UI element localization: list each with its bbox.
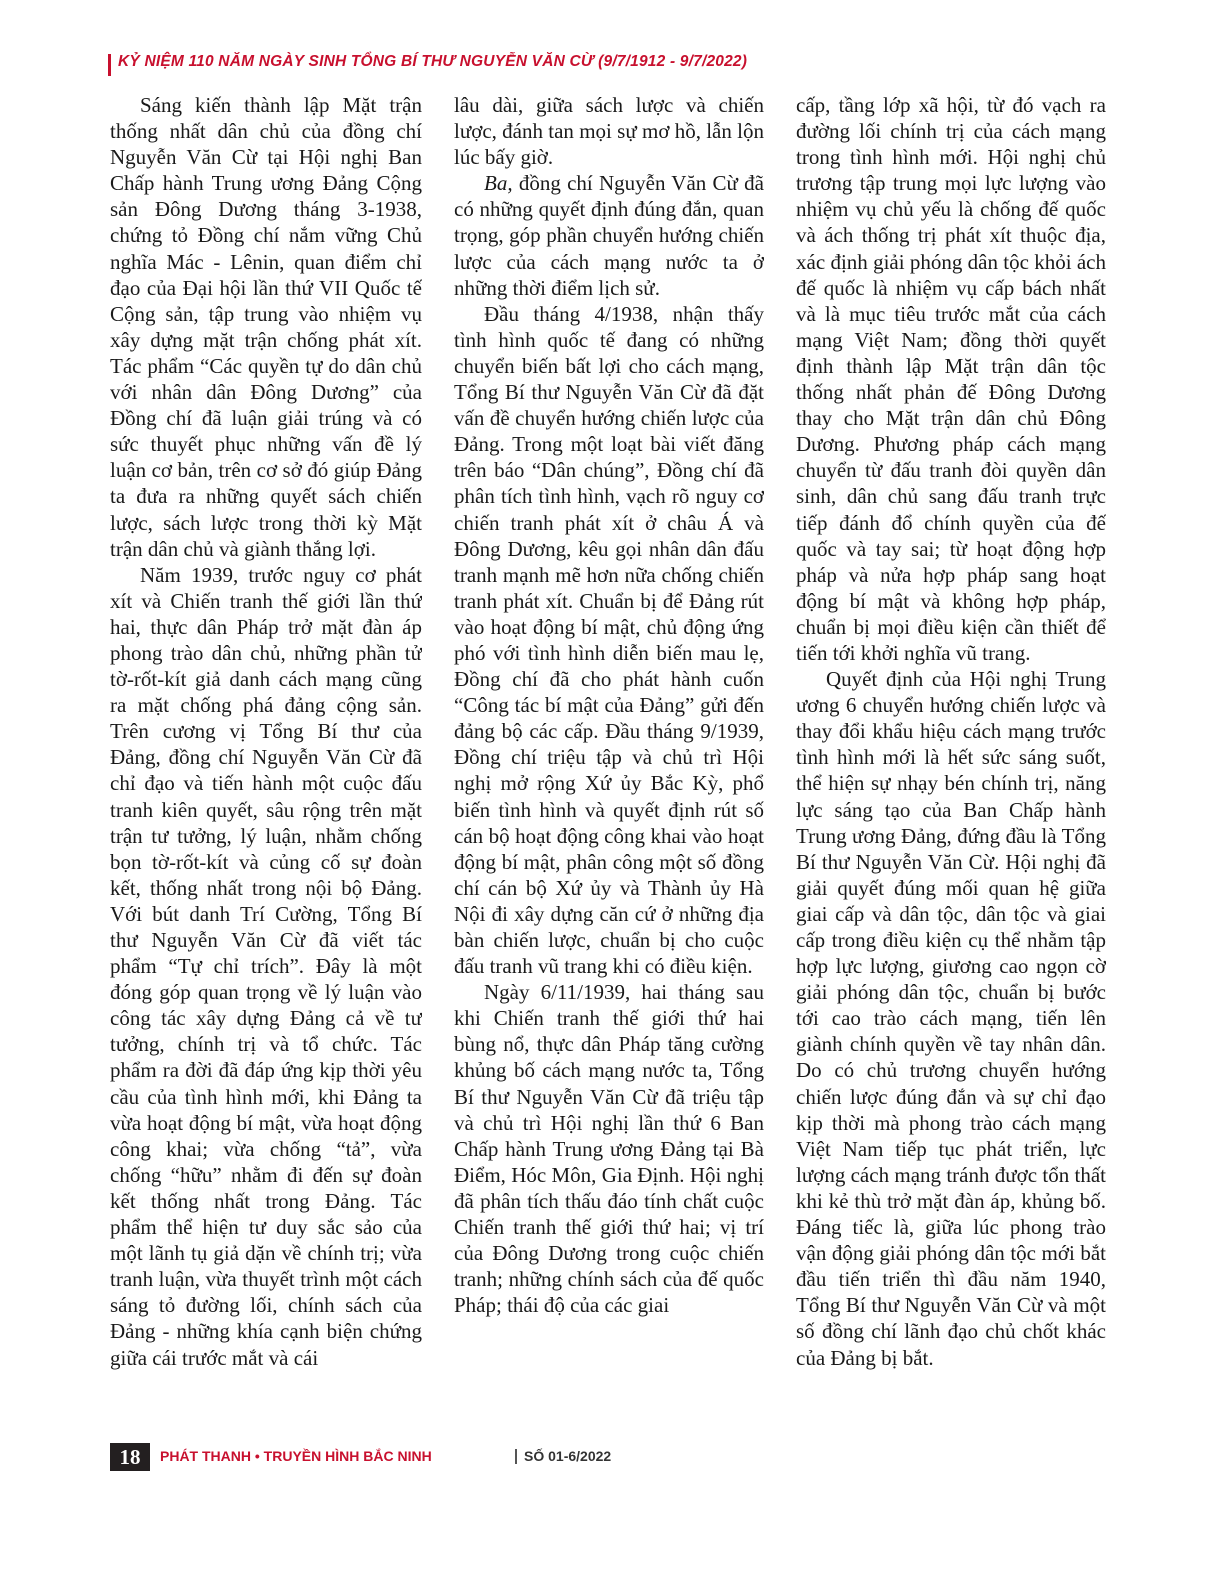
- text-column-1: [110, 92, 422, 1422]
- footer-divider: [515, 1449, 517, 1464]
- paragraph-continued: cấp, tầng lớp xã hội, từ đó vạch ra đường lối chính trị của cách mạng trong tình hình mới. Hội nghị chủ trương tập trung mọi lực lượng vào nhiệm vụ chủ yếu là chống đế quốc và ách thống trị phát xít thuộc địa, xác định giải phóng dân tộc khỏi ách đế quốc là nhiệm vụ cấp bách nhất và là mục tiêu trước mắt của cách mạng Việt Nam; đồng thời quyết định thành lập Mặt trận dân tộc thống nhất phản đế Đông Dương thay cho Mặt trận dân chủ Đông Dương. Phương pháp cách mạng chuyển từ đấu tranh đòi quyền dân sinh, dân chủ sang đấu tranh trực tiếp đánh đổ chính quyền của đế quốc và tay sai; từ hoạt động hợp pháp và nửa hợp pháp sang hoạt động bí mật và không hợp pháp, chuẩn bị mọi điều kiện cần thiết để tiến tới khởi nghĩa vũ trang.: [796, 93, 1106, 665]
- running-header: [108, 50, 1118, 80]
- header-accent-bar: [108, 54, 111, 76]
- paragraph: Năm 1939, trước nguy cơ phát xít và Chiến tranh thế giới lần thứ hai, thực dân Pháp trở mặt đàn áp phong trào dân chủ, những phần tử tờ-rốt-kít giả danh cách mạng cũng ra mặt chống phá đảng cộng sản. Trên cương vị Tổng Bí thư của Đảng, đồng chí Nguyễn Văn Cừ đã chỉ đạo và tiến hành một cuộc đấu tranh kiên quyết, sâu rộng trên mặt trận tư tưởng, lý luận, nhằm chống bọn tờ-rốt-kít và củng cố sự đoàn kết, thống nhất trong nội bộ Đảng. Với bút danh Trí Cường, Tổng Bí thư Nguyễn Văn Cừ đã viết tác phẩm “Tự chỉ trích”. Đây là một đóng góp quan trọng về lý luận vào công tác xây dựng Đảng cả về tư tưởng, chính trị và tổ chức. Tác phẩm ra đời đã đáp ứng kịp thời yêu cầu của tình hình mới, khi Đảng ta vừa hoạt động bí mật, vừa hoạt động công khai; vừa chống “tả”, vừa chống “hữu” nhằm đi đến sự đoàn kết thống nhất trong Đảng. Tác phẩm thể hiện tư duy sắc sảo của một lãnh tụ giả dặn về chính trị; vừa tranh luận, vừa thuyết trình một cách sáng tỏ đường lối, chính sách của Đảng - những khía cạnh biện chứng giữa cái trước mắt và cái: [110, 562, 422, 1370]
- paragraph: Quyết định của Hội nghị Trung ương 6 chuyển hướng chiến lược và thay đổi khẩu hiệu cách mạng trước tình hình mới là hết sức sáng suốt, thể hiện sự nhạy bén chính trị, năng lực sáng tạo của Ban Chấp hành Trung ương Đảng, đứng đầu là Tổng Bí thư Nguyễn Văn Cừ. Hội nghị đã giải quyết đúng mối quan hệ giữa giai cấp và dân tộc, dân tộc và giai cấp trong điều kiện cụ thể nhằm tập hợp lực lượng, giương cao ngọn cờ giải phóng dân tộc, chuẩn bị bước tới cao trào cách mạng, tiến lên giành chính quyền về tay nhân dân. Do có chủ trương chuyển hướng chiến lược đúng đắn và sự chỉ đạo kịp thời mà phong trào cách mạng Việt Nam tiếp tục phát triển, lực lượng cách mạng tránh được tổn thất khi kẻ thù trở mặt đàn áp, khủng bố. Đáng tiếc là, giữa lúc phong trào vận động giải phóng dân tộc mới bắt đầu tiến triển thì đầu năm 1940, Tổng Bí thư Nguyễn Văn Cừ và một số đồng chí lãnh đạo chủ chốt khác của Đảng bị bắt.: [796, 667, 1106, 1370]
- publication-name: PHÁT THANH • TRUYỀN HÌNH BẮC NINH: [160, 1448, 432, 1464]
- paragraph-lead-italic: Ba,: [484, 171, 513, 196]
- paragraph-body: đồng chí Nguyễn Văn Cừ đã có những quyết định đúng đắn, quan trọng, góp phần chuyển hướng chiến lược của cách mạng nước ta ở những thời điểm lịch sử.: [454, 171, 764, 300]
- text-column-2: [454, 92, 764, 1422]
- paragraph: [454, 170, 764, 300]
- paragraph: Sáng kiến thành lập Mặt trận thống nhất dân chủ của đồng chí Nguyễn Văn Cừ tại Hội nghị Ban Chấp hành Trung ương Đảng Cộng sản Đông Dương tháng 3-1938, chứng tỏ Đồng chí nắm vững Chủ nghĩa Mác - Lênin, quan điểm chỉ đạo của Đại hội lần thứ VII Quốc tế Cộng sản, tập trung vào nhiệm vụ xây dựng mặt trận chống phát xít. Tác phẩm “Các quyền tự do dân chủ với nhân dân Đông Dương” của Đồng chí đã luận giải trúng và có sức thuyết phục những vấn đề lý luận cơ bản, trên cơ sở đó giúp Đảng ta đưa ra những quyết sách chiến lược, sách lược trong thời kỳ Mặt trận dân chủ và giành thắng lợi.: [110, 93, 422, 561]
- page-footer: [110, 1443, 810, 1473]
- issue-number: SỐ 01-6/2022: [524, 1448, 612, 1464]
- page-number: 18: [110, 1443, 150, 1471]
- text-column-3: [796, 92, 1106, 1422]
- paragraph-continued: lâu dài, giữa sách lược và chiến lược, đánh tan mọi sự mơ hồ, lẫn lộn lúc bấy giờ.: [454, 93, 764, 170]
- header-title: KỶ NIỆM 110 NĂM NGÀY SINH TỔNG BÍ THƯ NGUYỄN VĂN CỪ (9/7/1912 - 9/7/2022): [118, 53, 748, 70]
- paragraph: Ngày 6/11/1939, hai tháng sau khi Chiến tranh thế giới thứ hai bùng nổ, thực dân Pháp tăng cường khủng bố cách mạng nước ta, Tổng Bí thư Nguyễn Văn Cừ đã triệu tập và chủ trì Hội nghị lần thứ 6 Ban Chấp hành Trung ương Đảng tại Bà Điểm, Hóc Môn, Gia Định. Hội nghị đã phân tích thấu đáo tính chất cuộc Chiến tranh thế giới thứ hai; vị trí của Đông Dương trong cuộc chiến tranh; những chính sách của đế quốc Pháp; thái độ của các giai: [454, 980, 764, 1318]
- paragraph: Đầu tháng 4/1938, nhận thấy tình hình quốc tế đang có những chuyển biến bất lợi cho cách mạng, Tổng Bí thư Nguyễn Văn Cừ đã đặt vấn đề chuyển hướng chiến lược của Đảng. Trong một loạt bài viết đăng trên báo “Dân chúng”, Đồng chí đã phân tích tình hình, vạch rõ nguy cơ chiến tranh phát xít ở châu Á và Đông Dương, kêu gọi nhân dân đấu tranh mạnh mẽ hơn nữa chống chiến tranh phát xít. Chuẩn bị để Đảng rút vào hoạt động bí mật, chủ động ứng phó với tình hình diễn biến mau lẹ, Đồng chí đã cho phát hành cuốn “Công tác bí mật của Đảng” gửi đến đảng bộ các cấp. Đầu tháng 9/1939, Đồng chí triệu tập và chủ trì Hội nghị mở rộng Xứ ủy Bắc Kỳ, phổ biến tình hình và quyết định rút số cán bộ hoạt động công khai vào hoạt động bí mật, phân công một số đồng chí cán bộ Xứ ủy và Thành ủy Hà Nội đi xây dựng căn cứ ở những địa bàn chiến lược, chuẩn bị cho cuộc đấu tranh vũ trang khi có điều kiện.: [454, 301, 764, 979]
